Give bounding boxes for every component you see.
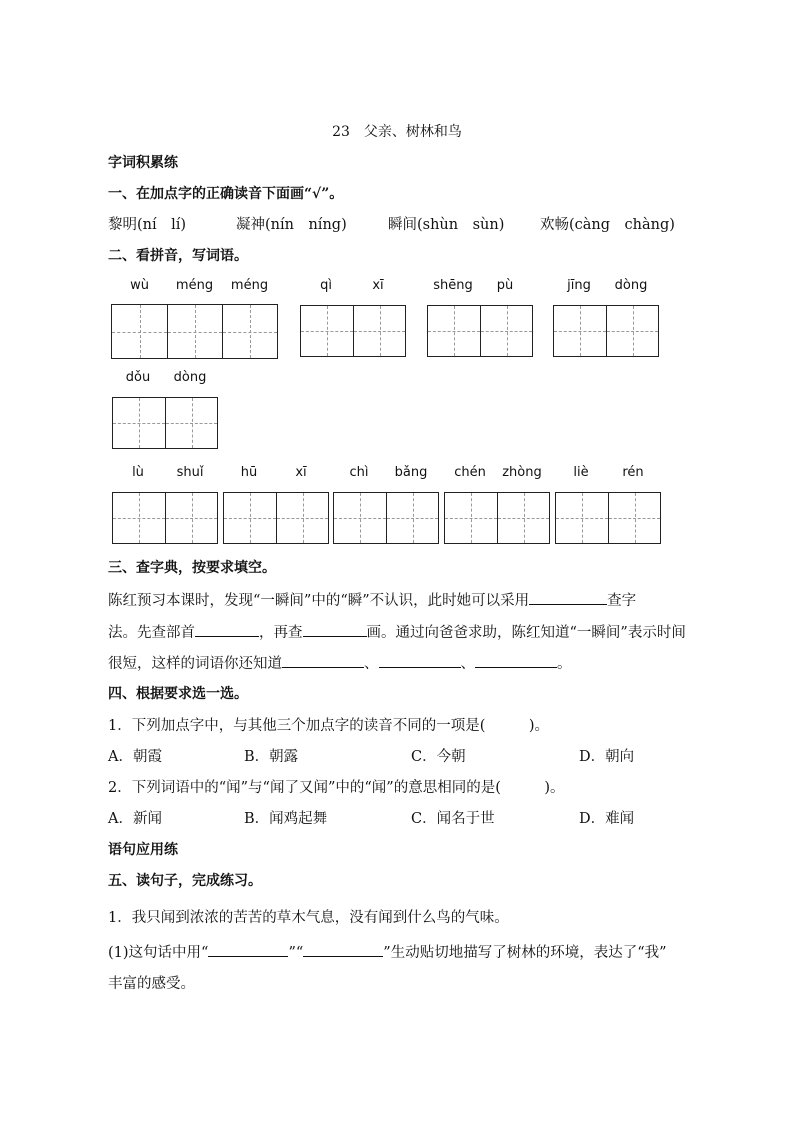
q4-2-option-d[interactable]: D．难闻 [579,811,635,827]
q3-heading: 三、查字典，按要求填空。 [108,560,276,576]
q3-line-3 [108,652,572,673]
q3-text: 画。通过向爸爸求助，陈红知道“一瞬间”表示时间 [366,625,686,641]
section-heading-sentence: 语句应用练 [108,842,178,858]
q4-1-option-b[interactable]: B．朝露 [244,749,299,765]
q5-text: ”生动贴切地描写了树林的环境，表达了“我” [383,945,667,961]
pinyin-label: xī [295,465,307,480]
q3-text: 很短，这样的词语你还知道 [108,656,282,672]
q4-1-option-a[interactable]: A．朝霞 [108,749,162,765]
pinyin-label: hū [240,465,258,480]
answer-blank[interactable] [529,590,607,605]
answer-blank[interactable] [379,653,461,668]
q3-text: 陈红预习本课时，发现“一瞬间”中的“瞬”不认识，此时她可以采用 [108,593,530,609]
writing-grid[interactable] [555,492,661,544]
q1-item: 黎明(ní lí) [108,217,187,233]
q3-text: 查字 [607,593,637,609]
answer-blank[interactable] [282,653,364,668]
q5-sub-1-line-2: 丰富的感受。 [108,976,195,992]
q4-1-option-c[interactable]: C．今朝 [411,749,466,765]
writing-grid[interactable] [112,397,218,449]
pinyin-label: jīng [567,278,591,293]
q4-2-option-b[interactable]: B．闻鸡起舞 [244,811,328,827]
q3-line-1 [108,589,636,610]
pinyin-label: lù [132,465,144,480]
q4-2-option-c[interactable]: C．闻名于世 [411,811,495,827]
pinyin-label: dǒu [125,370,151,385]
writing-grid[interactable] [223,492,329,544]
q3-line-2 [108,621,686,642]
q5-text: (1)这句话中用“ [108,945,209,961]
pinyin-label: chén [454,465,486,480]
q3-end: 。 [557,656,572,672]
pinyin-label: dòng [614,278,648,293]
q5-sub-1-line-1 [108,941,667,962]
writing-grid[interactable] [111,304,278,359]
writing-grid[interactable] [553,305,659,357]
q1-item: 凝神(nín níng) [236,217,347,233]
pinyin-label: méng [230,278,269,293]
separator: 、 [460,656,475,672]
pinyin-label: rén [622,465,644,480]
q4-2-option-a[interactable]: A．新闻 [108,811,162,827]
separator: 、 [364,656,379,672]
q4-question-1: 1．下列加点字中，与其他三个加点字的读音不同的一项是( )。 [108,718,550,734]
section-heading-vocab: 字词积累练 [108,155,178,171]
pinyin-label: méng [175,278,214,293]
pinyin-label: wù [130,278,149,293]
q5-heading: 五、读句子，完成练习。 [108,873,262,889]
q2-heading: 二、看拼音，写词语。 [108,248,248,264]
q5-text: ”“ [288,945,304,961]
writing-grid[interactable] [300,305,406,357]
answer-blank[interactable] [195,622,259,637]
q4-heading: 四、根据要求选一选。 [108,686,248,702]
q1-item: 欢畅(càng chàng) [540,217,675,233]
answer-blank[interactable] [303,942,383,957]
q1-item: 瞬间(shùn sùn) [388,217,505,233]
writing-grid[interactable] [427,305,533,357]
answer-blank[interactable] [208,942,288,957]
pinyin-label: chì [349,465,369,480]
answer-blank[interactable] [475,653,557,668]
pinyin-label: bǎng [394,465,428,480]
q4-1-option-d[interactable]: D．朝向 [579,749,635,765]
writing-grid[interactable] [444,492,550,544]
pinyin-label: dòng [173,370,207,385]
pinyin-label: shuǐ [176,465,204,480]
pinyin-label: liè [573,465,589,480]
pinyin-label: zhòng [502,465,542,480]
q3-text: 法。先查部首 [108,625,195,641]
q1-heading: 一、在加点字的正确读音下面画“√”。 [108,186,344,202]
q3-text: ，再查 [259,625,303,641]
pinyin-label: qì [320,278,332,293]
pinyin-label: pù [496,278,514,293]
pinyin-label: xī [372,278,384,293]
q4-question-2: 2．下列词语中的“闻”与“闻了又闻”中的“闻”的意思相同的是( )。 [108,780,565,796]
writing-grid[interactable] [112,492,218,544]
pinyin-label: shēng [433,278,473,293]
q5-sentence: 1．我只闻到浓浓的苦苦的草木气息，没有闻到什么鸟的气味。 [108,910,509,926]
writing-grid[interactable] [333,492,439,544]
page-title: 23 父亲、树林和鸟 [332,124,462,140]
answer-blank[interactable] [303,622,367,637]
